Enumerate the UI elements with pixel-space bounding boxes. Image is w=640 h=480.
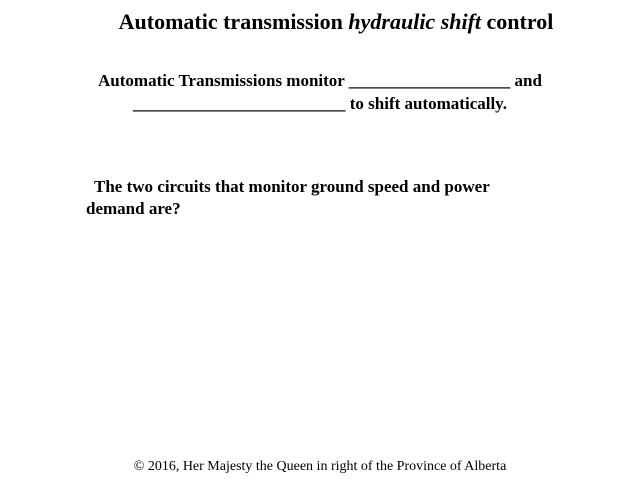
- question-1-line-1: Automatic Transmissions monitor ___________________ and: [98, 71, 542, 90]
- copyright-footer: © 2016, Her Majesty the Queen in right of the Province of Alberta: [133, 459, 507, 474]
- slide-title: [0, 8, 640, 36]
- title-text-italic: hydraulic shift: [348, 9, 482, 34]
- title-text-part1: Automatic transmission: [118, 9, 349, 34]
- question-1: [60, 69, 580, 115]
- title-text-part3: control: [481, 9, 554, 34]
- question-1-line-2: _________________________ to shift automatically.: [133, 94, 507, 113]
- question-2: [86, 176, 566, 220]
- question-2-line-1: The two circuits that monitor ground speed and power: [94, 177, 490, 196]
- question-2-line-2: demand are?: [86, 199, 181, 218]
